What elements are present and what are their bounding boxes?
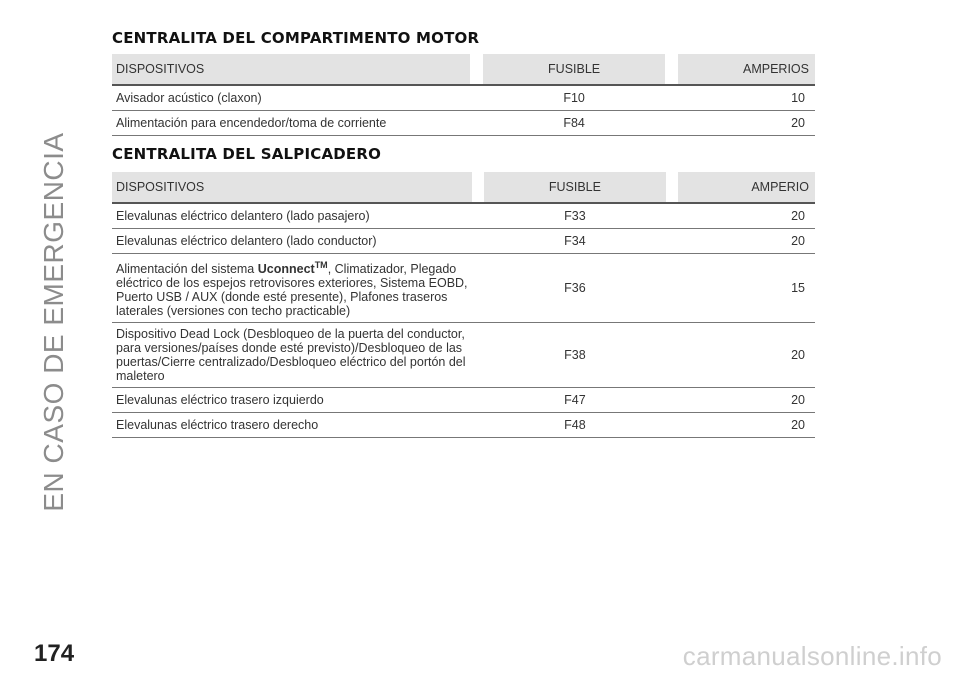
table-row (112, 323, 815, 388)
table-row (112, 229, 815, 254)
amps-cell: 20 (678, 204, 815, 229)
amps-cell: 20 (678, 229, 815, 254)
device-cell: Avisador acústico (claxon) (112, 86, 470, 111)
device-cell: Elevalunas eléctrico trasero izquierdo (112, 388, 472, 413)
brand-name: Uconnect (257, 262, 315, 277)
amps-cell: 20 (678, 111, 815, 136)
column-header-devices: DISPOSITIVOS (112, 54, 470, 86)
fuse-cell: F36 (484, 254, 666, 323)
page-content (112, 28, 815, 438)
device-cell: Elevalunas eléctrico trasero derecho (112, 413, 472, 438)
column-header-amps: AMPERIOS (678, 54, 815, 86)
device-text-suffix: , Climatizador, Plegado eléctrico de los espejos retrovisores exteriores, Sistema EOBD, Puerto USB / AUX (donde esté presente), Plafones traseros laterales (versiones con techo practicable) (116, 262, 468, 319)
fuse-cell: F33 (484, 204, 666, 229)
device-cell: Dispositivo Dead Lock (Desbloqueo de la puerta del conductor, para versiones/países donde esté previsto)/Desbloqueo de las puertas/Cierre centralizado/Desbloqueo eléctrico del portón del maletero (112, 323, 472, 388)
device-cell: Alimentación para encendedor/toma de corriente (112, 111, 470, 136)
amps-cell: 20 (678, 323, 815, 388)
device-cell (112, 254, 472, 323)
page-number: 174 (34, 640, 75, 667)
table-row (112, 388, 815, 413)
chapter-side-label: EN CASO DE EMERGENCIA (38, 132, 69, 512)
table-row (112, 86, 815, 111)
fuse-table-dashboard (112, 172, 815, 438)
amps-cell: 10 (678, 86, 815, 111)
trademark-mark: TM (314, 260, 328, 270)
section-title-engine: CENTRALITA DEL COMPARTIMENTO MOTOR (112, 29, 480, 47)
device-cell: Elevalunas eléctrico delantero (lado pasajero) (112, 204, 472, 229)
device-cell: Elevalunas eléctrico delantero (lado conductor) (112, 229, 472, 254)
watermark-text: carmanualsonline.info (682, 641, 942, 671)
fuse-cell: F38 (484, 323, 666, 388)
column-header-devices: DISPOSITIVOS (112, 172, 472, 204)
table-row (112, 413, 815, 438)
amps-cell: 15 (678, 254, 815, 323)
column-gap (470, 54, 482, 86)
table-row (112, 204, 815, 229)
fuse-cell: F47 (484, 388, 666, 413)
column-gap (665, 54, 677, 86)
table-header-row (112, 172, 815, 204)
column-header-amps: AMPERIO (678, 172, 815, 204)
section-title-dashboard: CENTRALITA DEL SALPICADERO (112, 145, 382, 163)
amps-cell: 20 (678, 388, 815, 413)
column-gap (666, 172, 678, 204)
table-row (112, 111, 815, 136)
column-gap (472, 172, 484, 204)
column-header-fuse: FUSIBLE (484, 172, 666, 204)
fuse-cell: F48 (484, 413, 666, 438)
fuse-cell: F84 (483, 111, 665, 136)
fuse-cell: F34 (484, 229, 666, 254)
table-row (112, 254, 815, 323)
fuse-table-engine (112, 54, 815, 136)
device-text-prefix: Alimentación del sistema (116, 262, 258, 277)
table-header-row (112, 54, 815, 86)
fuse-cell: F10 (483, 86, 665, 111)
amps-cell: 20 (678, 413, 815, 438)
column-header-fuse: FUSIBLE (483, 54, 665, 86)
